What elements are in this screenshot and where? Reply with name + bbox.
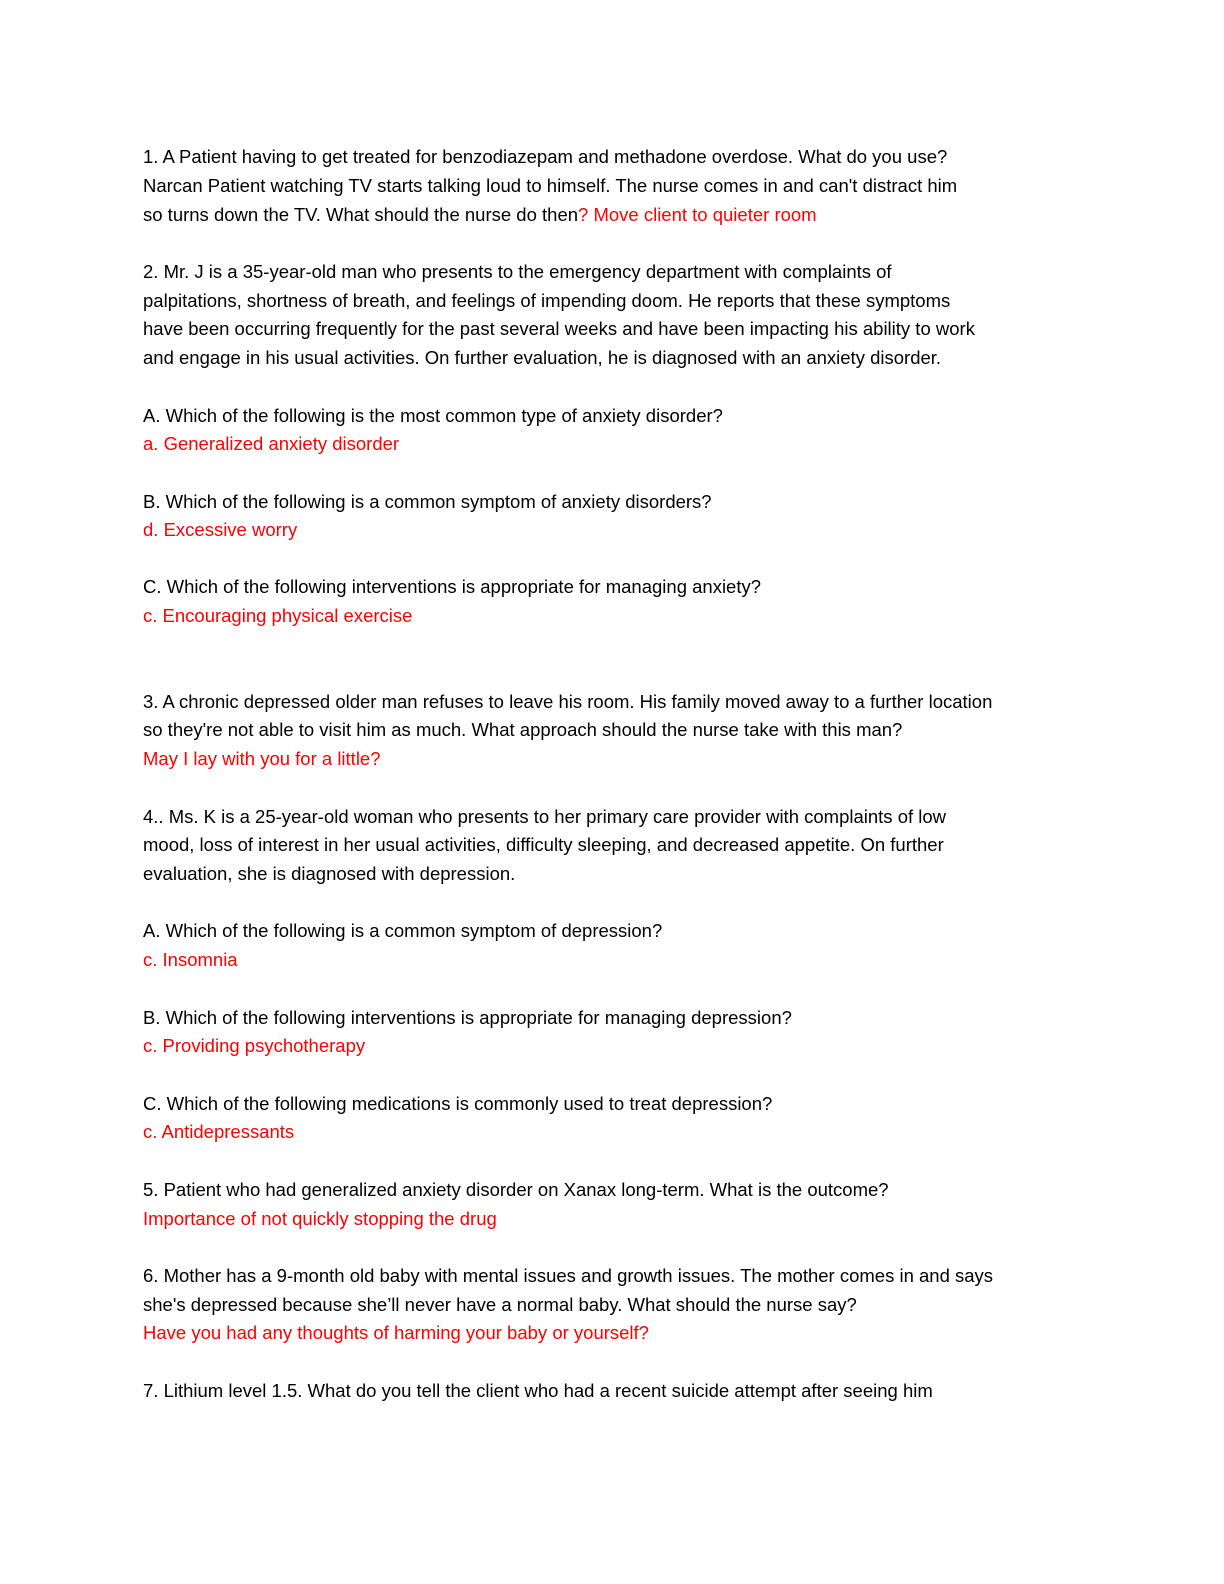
q2a-answer: a. Generalized anxiety disorder (143, 433, 400, 454)
q1-question-tail: so turns down the TV. What should the nurse do then (143, 204, 579, 225)
q6-stem-line-1: 6. Mother has a 9-month old baby with mental issues and growth issues. The mother comes in and says (143, 1265, 994, 1286)
q4-stem-line-3: evaluation, she is diagnosed with depression. (143, 863, 516, 884)
q5-answer: Importance of not quickly stopping the drug (143, 1208, 497, 1229)
q4c-question: C. Which of the following medications is commonly used to treat depression? (143, 1093, 773, 1114)
q4b-answer: c. Providing psychotherapy (143, 1035, 366, 1056)
q4-stem-line-1: 4.. Ms. K is a 25-year-old woman who presents to her primary care provider with complaints of low (143, 806, 947, 827)
q3-answer: May I lay with you for a little? (143, 748, 381, 769)
q2c-answer: c. Encouraging physical exercise (143, 605, 413, 626)
q2b-answer: d. Excessive worry (143, 519, 298, 540)
q1-line-3 (143, 206, 817, 225)
q2-stem-line-3: have been occurring frequently for the past several weeks and have been impacting his ability to work (143, 318, 975, 339)
q4-stem-line-2: mood, loss of interest in her usual activities, difficulty sleeping, and decreased appetite. On further (143, 834, 944, 855)
q5-question: 5. Patient who had generalized anxiety disorder on Xanax long-term. What is the outcome? (143, 1179, 889, 1200)
q1-answer: ? Move client to quieter room (578, 204, 817, 225)
q4a-answer: c. Insomnia (143, 949, 238, 970)
q1-line-1: 1. A Patient having to get treated for benzodiazepam and methadone overdose. What do you use? (143, 146, 948, 167)
q4c-answer: c. Antidepressants (143, 1121, 295, 1142)
q6-stem-line-2: she's depressed because she’ll never have a normal baby. What should the nurse say? (143, 1294, 857, 1315)
q7-question: 7. Lithium level 1.5. What do you tell the client who had a recent suicide attempt after seeing him (143, 1380, 933, 1401)
q4b-question: B. Which of the following interventions is appropriate for managing depression? (143, 1007, 792, 1028)
q2-stem-line-4: and engage in his usual activities. On further evaluation, he is diagnosed with an anxiety disorder. (143, 347, 942, 368)
q3-stem-line-1: 3. A chronic depressed older man refuses to leave his room. His family moved away to a further location (143, 691, 993, 712)
q2-stem-line-2: palpitations, shortness of breath, and feelings of impending doom. He reports that these symptoms (143, 290, 951, 311)
q2b-question: B. Which of the following is a common symptom of anxiety disorders? (143, 491, 712, 512)
q2-stem-line-1: 2. Mr. J is a 35-year-old man who presents to the emergency department with complaints of (143, 261, 892, 282)
q2c-question: C. Which of the following interventions is appropriate for managing anxiety? (143, 576, 762, 597)
q3-stem-line-2: so they're not able to visit him as much. What approach should the nurse take with this man? (143, 719, 903, 740)
q1-line-2: Narcan Patient watching TV starts talking loud to himself. The nurse comes in and can't distract him (143, 175, 958, 196)
q6-answer: Have you had any thoughts of harming your baby or yourself? (143, 1322, 649, 1343)
q4a-question: A. Which of the following is a common symptom of depression? (143, 920, 663, 941)
q2a-question: A. Which of the following is the most common type of anxiety disorder? (143, 405, 723, 426)
